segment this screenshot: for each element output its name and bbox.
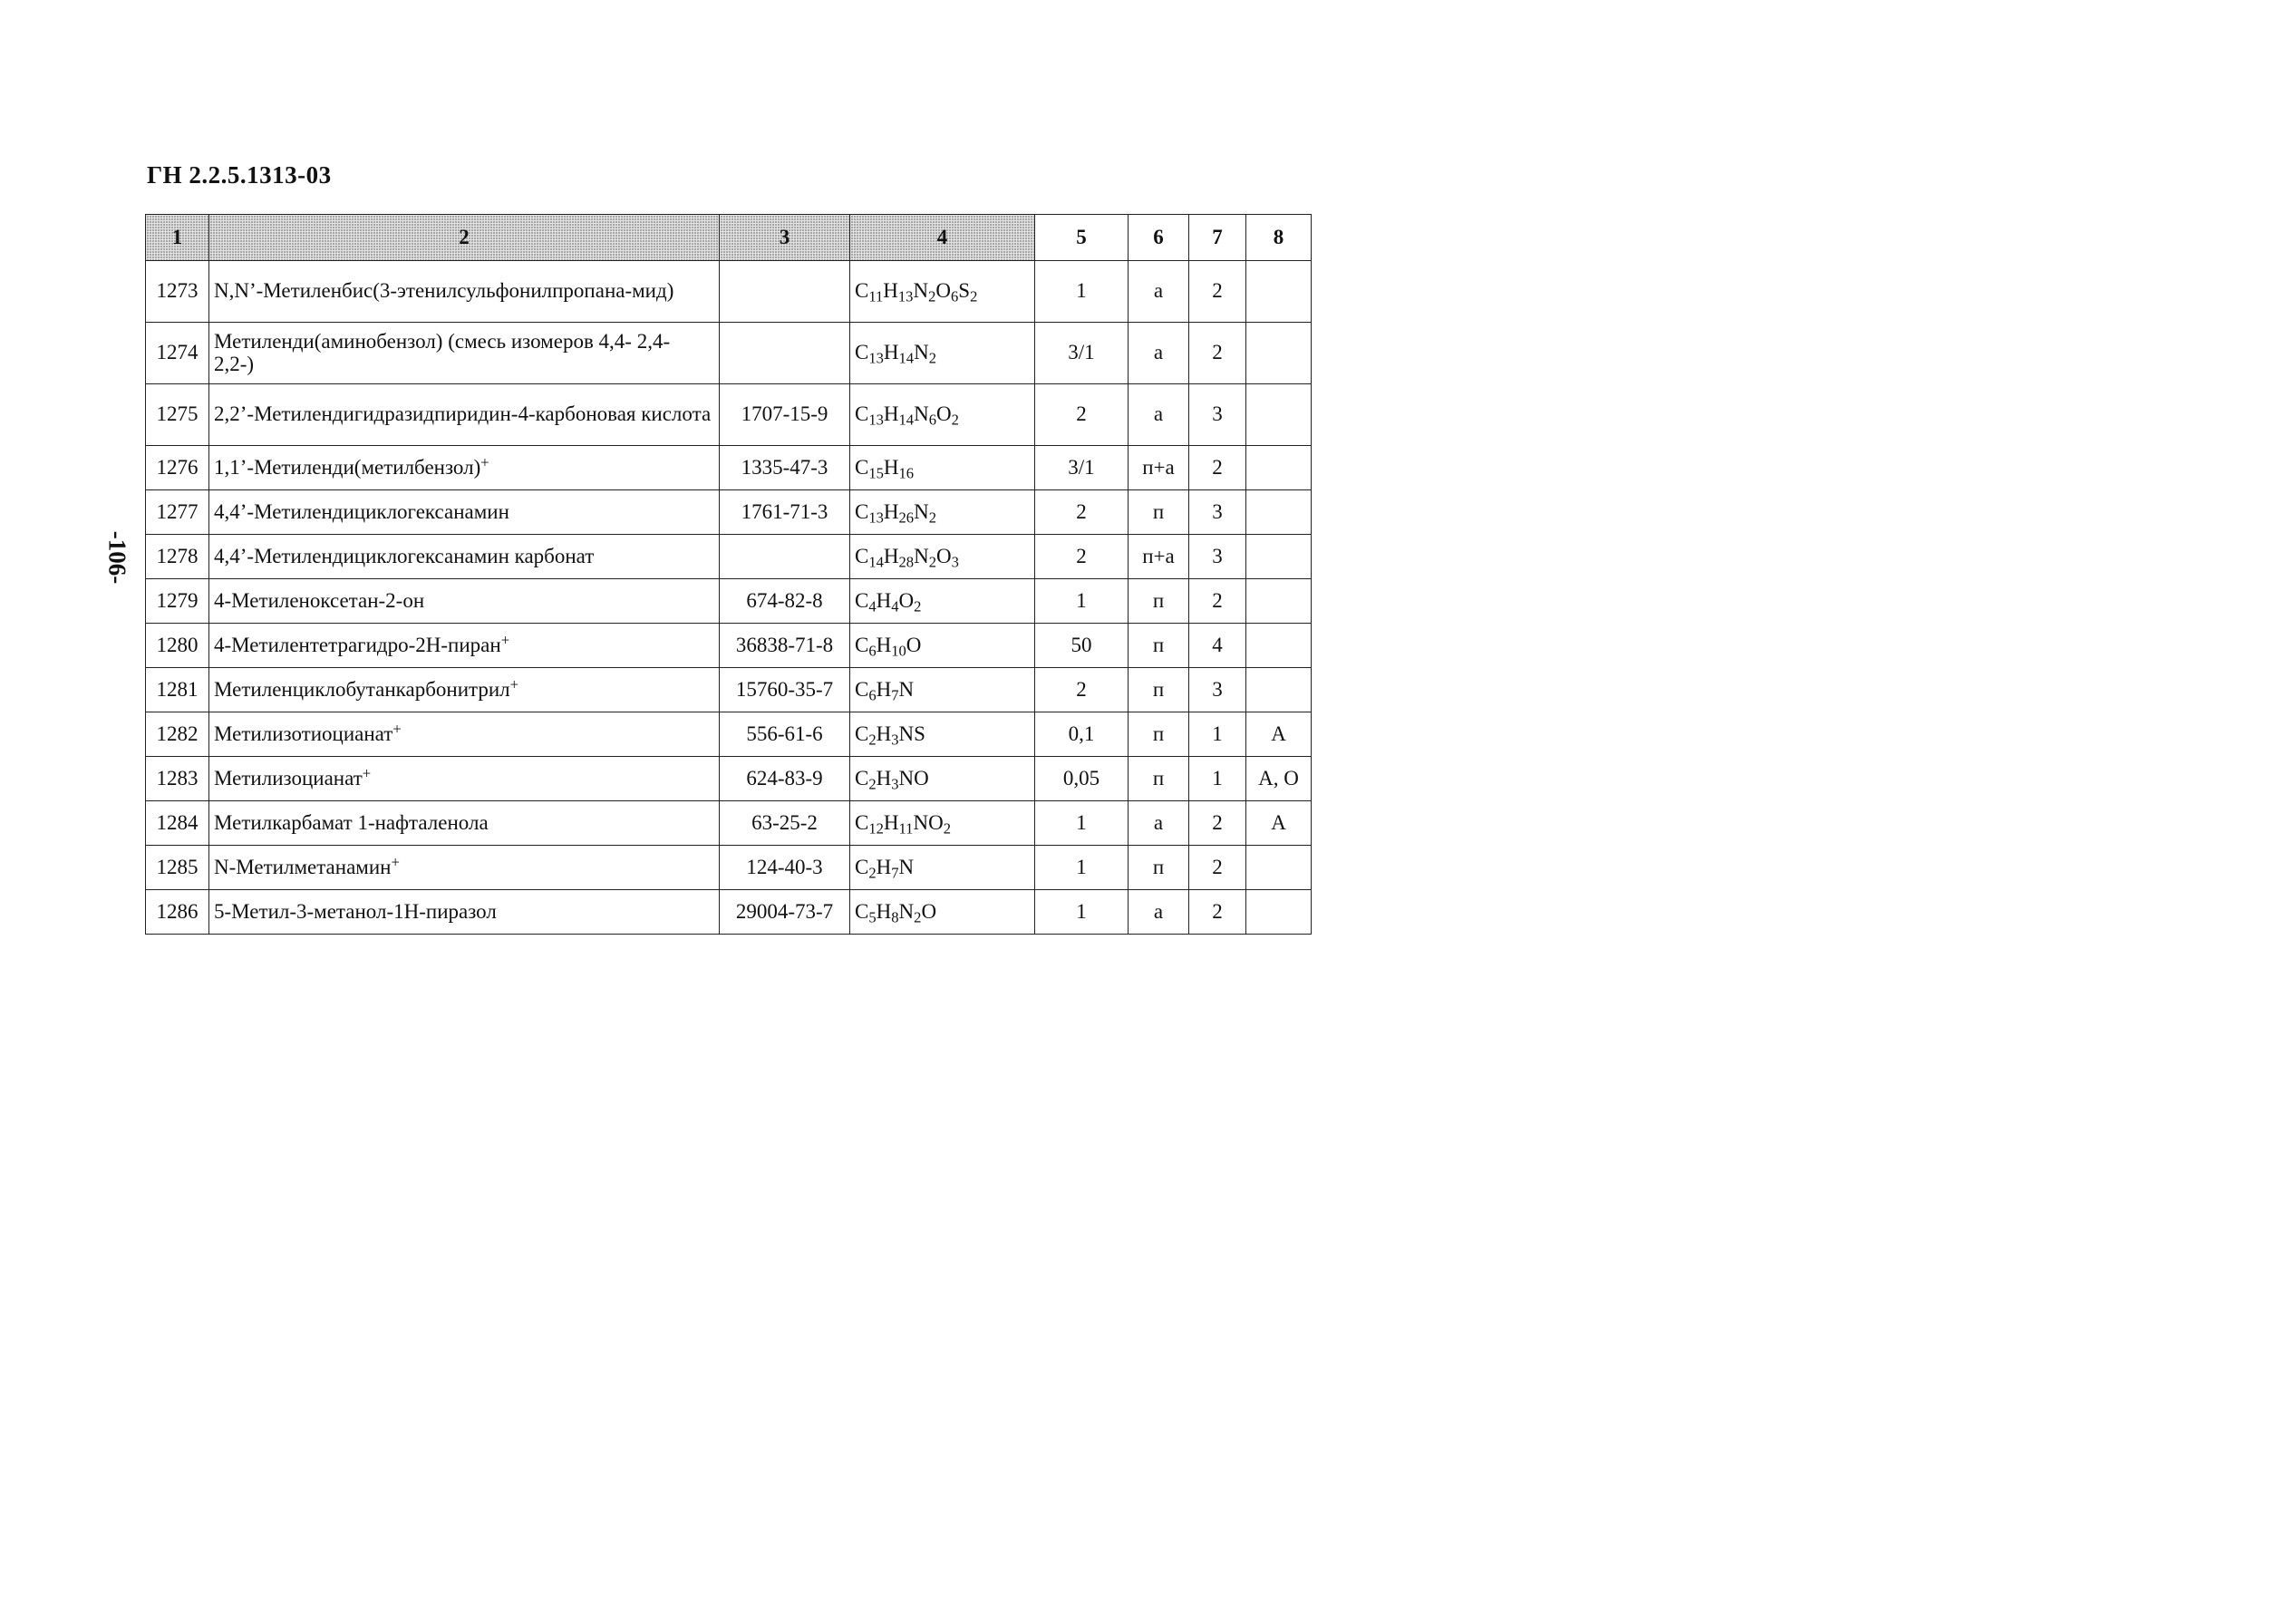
aggregate-state: а <box>1129 323 1189 384</box>
special-notes: А, О <box>1246 757 1312 801</box>
cas-number <box>720 535 850 579</box>
aggregate-state: п <box>1129 712 1189 757</box>
special-notes: А <box>1246 712 1312 757</box>
row-number: 1276 <box>146 446 209 490</box>
aggregate-state: п <box>1129 579 1189 624</box>
aggregate-state: а <box>1129 261 1189 323</box>
cas-number: 556-61-6 <box>720 712 850 757</box>
substance-name: Метилкарбамат 1-нафталенола <box>209 801 720 846</box>
chemical-formula: $C_{13}H_{14}N_6O_2$ <box>850 384 1035 446</box>
cas-number: 624-83-9 <box>720 757 850 801</box>
exposure-limit: 0,1 <box>1035 712 1129 757</box>
aggregate-state: п <box>1129 757 1189 801</box>
table-row <box>146 846 1312 890</box>
row-number: 1278 <box>146 535 209 579</box>
chemical-formula: $C_{13}H_{26}N_2$ <box>850 490 1035 535</box>
cas-number: 1335-47-3 <box>720 446 850 490</box>
hazard-class: 1 <box>1189 757 1246 801</box>
table-row <box>146 490 1312 535</box>
chemical-formula: $C_{11}H_{13}N_2O_6S_2$ <box>850 261 1035 323</box>
hazard-class: 2 <box>1189 846 1246 890</box>
table-body <box>146 261 1312 935</box>
chemical-formula: $C_4H_4O_2$ <box>850 579 1035 624</box>
hazard-class: 2 <box>1189 323 1246 384</box>
substance-name: 2,2’-Метилендигидразидпиридин-4-карбоновая кислота <box>209 384 720 446</box>
exposure-limit: 1 <box>1035 801 1129 846</box>
substance-name: 4,4’-Метилендициклогексанамин <box>209 490 720 535</box>
substance-name: 5-Метил-3-метанол-1Н-пиразол <box>209 890 720 935</box>
chemical-formula: $C_{14}H_{28}N_2O_3$ <box>850 535 1035 579</box>
hazard-class: 3 <box>1189 384 1246 446</box>
cas-number: 674-82-8 <box>720 579 850 624</box>
row-number: 1275 <box>146 384 209 446</box>
table-row <box>146 712 1312 757</box>
exposure-limit: 2 <box>1035 384 1129 446</box>
special-notes <box>1246 384 1312 446</box>
aggregate-state: п <box>1129 490 1189 535</box>
cas-number: 36838-71-8 <box>720 624 850 668</box>
header-col-2: 2 <box>209 215 720 261</box>
hazard-class: 2 <box>1189 801 1246 846</box>
exposure-limit: 50 <box>1035 624 1129 668</box>
hazard-class: 2 <box>1189 890 1246 935</box>
special-notes <box>1246 846 1312 890</box>
table-row <box>146 261 1312 323</box>
chemical-formula: $C_2H_3NS$ <box>850 712 1035 757</box>
hazard-class: 2 <box>1189 446 1246 490</box>
special-notes <box>1246 261 1312 323</box>
aggregate-state: а <box>1129 384 1189 446</box>
exposure-limit: 1 <box>1035 579 1129 624</box>
hazard-class: 3 <box>1189 490 1246 535</box>
row-number: 1283 <box>146 757 209 801</box>
header-col-3: 3 <box>720 215 850 261</box>
header-col-6: 6 <box>1129 215 1189 261</box>
special-notes <box>1246 446 1312 490</box>
aggregate-state: а <box>1129 890 1189 935</box>
row-number: 1284 <box>146 801 209 846</box>
exposure-limit: 1 <box>1035 890 1129 935</box>
substance-name: 1,1’-Метиленди(метилбензол)+ <box>209 446 720 490</box>
aggregate-state: п <box>1129 624 1189 668</box>
header-col-7: 7 <box>1189 215 1246 261</box>
aggregate-state: п+а <box>1129 535 1189 579</box>
table-row <box>146 323 1312 384</box>
table-row <box>146 668 1312 712</box>
exposure-limit: 3/1 <box>1035 323 1129 384</box>
table-header-row <box>146 215 1312 261</box>
cas-number <box>720 261 850 323</box>
cas-number: 63-25-2 <box>720 801 850 846</box>
table-row <box>146 384 1312 446</box>
exposure-limit: 2 <box>1035 535 1129 579</box>
table-row <box>146 757 1312 801</box>
page-number: -106- <box>103 530 131 585</box>
row-number: 1279 <box>146 579 209 624</box>
substance-name: 4,4’-Метилендициклогексанамин карбонат <box>209 535 720 579</box>
chemical-formula: $C_5H_8N_2O$ <box>850 890 1035 935</box>
special-notes <box>1246 668 1312 712</box>
cas-number: 1707-15-9 <box>720 384 850 446</box>
row-number: 1281 <box>146 668 209 712</box>
substance-name: 4-Метилентетрагидро-2Н-пиран+ <box>209 624 720 668</box>
row-number: 1285 <box>146 846 209 890</box>
exposure-limit: 1 <box>1035 261 1129 323</box>
substance-name: 4-Метиленоксетан-2-он <box>209 579 720 624</box>
substance-name: Метилизотиоцианат+ <box>209 712 720 757</box>
substance-name: Метиленди(аминобензол) (смесь изомеров 4,4- 2,4- 2,2-) <box>209 323 720 384</box>
chemical-formula: $C_{12}H_{11}NO_2$ <box>850 801 1035 846</box>
substance-name: Метиленциклобутанкарбонитрил+ <box>209 668 720 712</box>
aggregate-state: п <box>1129 846 1189 890</box>
row-number: 1280 <box>146 624 209 668</box>
hazard-class: 3 <box>1189 668 1246 712</box>
special-notes <box>1246 490 1312 535</box>
exposure-limit: 0,05 <box>1035 757 1129 801</box>
table-row <box>146 579 1312 624</box>
row-number: 1286 <box>146 890 209 935</box>
row-number: 1274 <box>146 323 209 384</box>
substance-name: N-Метилметанамин+ <box>209 846 720 890</box>
row-number: 1273 <box>146 261 209 323</box>
hazard-class: 2 <box>1189 579 1246 624</box>
cas-number: 15760-35-7 <box>720 668 850 712</box>
hazard-class: 2 <box>1189 261 1246 323</box>
substance-name: N,N’-Метиленбис(3-этенилсульфонилпропана-мид) <box>209 261 720 323</box>
table-row <box>146 801 1312 846</box>
chemical-formula: $C_2H_7N$ <box>850 846 1035 890</box>
row-number: 1282 <box>146 712 209 757</box>
aggregate-state: а <box>1129 801 1189 846</box>
cas-number <box>720 323 850 384</box>
table-row <box>146 624 1312 668</box>
row-number: 1277 <box>146 490 209 535</box>
exposure-limit: 3/1 <box>1035 446 1129 490</box>
hazard-class: 1 <box>1189 712 1246 757</box>
header-col-5: 5 <box>1035 215 1129 261</box>
chemical-formula: $C_2H_3NO$ <box>850 757 1035 801</box>
hazard-class: 4 <box>1189 624 1246 668</box>
substances-table <box>145 214 1312 935</box>
special-notes <box>1246 624 1312 668</box>
header-col-8: 8 <box>1246 215 1312 261</box>
table-row <box>146 446 1312 490</box>
chemical-formula: $C_6H_7N$ <box>850 668 1035 712</box>
chemical-formula: $C_{13}H_{14}N_2$ <box>850 323 1035 384</box>
header-col-1: 1 <box>146 215 209 261</box>
special-notes <box>1246 535 1312 579</box>
special-notes: А <box>1246 801 1312 846</box>
aggregate-state: п+а <box>1129 446 1189 490</box>
chemical-formula: $C_{15}H_{16}$ <box>850 446 1035 490</box>
aggregate-state: п <box>1129 668 1189 712</box>
document-title: ГН 2.2.5.1313-03 <box>147 161 332 189</box>
header-col-4: 4 <box>850 215 1035 261</box>
exposure-limit: 2 <box>1035 490 1129 535</box>
substance-name: Метилизоцианат+ <box>209 757 720 801</box>
chemical-formula: $C_6H_{10}O$ <box>850 624 1035 668</box>
special-notes <box>1246 323 1312 384</box>
exposure-limit: 1 <box>1035 846 1129 890</box>
special-notes <box>1246 579 1312 624</box>
hazard-class: 3 <box>1189 535 1246 579</box>
cas-number: 1761-71-3 <box>720 490 850 535</box>
cas-number: 29004-73-7 <box>720 890 850 935</box>
cas-number: 124-40-3 <box>720 846 850 890</box>
table-row <box>146 890 1312 935</box>
special-notes <box>1246 890 1312 935</box>
table-row <box>146 535 1312 579</box>
exposure-limit: 2 <box>1035 668 1129 712</box>
